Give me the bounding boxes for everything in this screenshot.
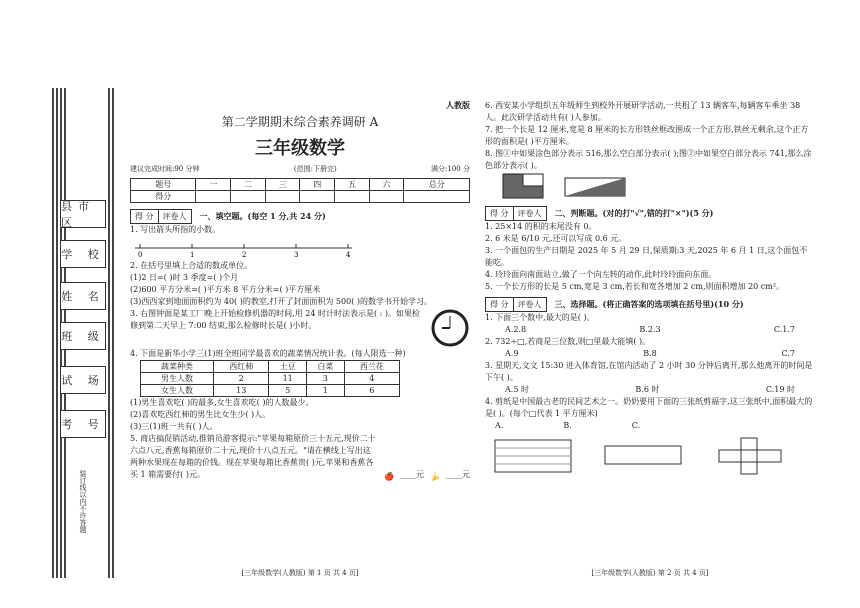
question-8: 8. 图①中如果涂色部分表示 516,那么空白部分表示( );图②中如果空白部分表示 741,那么涂色部分表示( )。 <box>485 149 812 170</box>
veg-cell: 男生人数 <box>141 373 214 385</box>
choice-option: A.9 <box>505 349 519 358</box>
grid-c <box>705 436 795 476</box>
veg-cell: 女生人数 <box>141 385 214 397</box>
binding-field-id: 考 号 <box>60 410 106 438</box>
choice-question: 2. 732÷□,若商是三位数,则□里最大能填( )。 <box>485 337 651 346</box>
number-line-tick: 4 <box>346 251 351 258</box>
choice-option: C.1.7 <box>773 325 795 334</box>
left-page <box>130 100 470 578</box>
choice-option: C.7 <box>781 349 795 358</box>
choice-option: A.5 时 <box>505 385 529 394</box>
paper-option-label: C. <box>631 421 641 430</box>
choice-option: B.2.3 <box>639 325 661 334</box>
apple-icon: 🍎 <box>384 472 395 481</box>
question-4-2: (2)喜欢吃西红柿的男生比女生少( )人。 <box>130 410 271 419</box>
binding-warning: 装订线以内不许答题 <box>79 470 87 533</box>
veg-cell: 1 <box>307 385 345 397</box>
question-2: 2. 在括号里填上合适的数或单位。 <box>130 261 253 270</box>
question-4: 4. 下面是新华小学三(1)班全班同学最喜欢的蔬菜情况统计表。(每人限选一种) <box>130 349 406 358</box>
question-2-2: (2)600 平方分米=( )平方米 8 平方分米=( )平方厘米 <box>130 285 321 294</box>
scorer-box-3: 得 分 评卷人 <box>485 297 547 312</box>
choice-question: 3. 星期天,文文 15:30 进入体育馆,在馆内活动了 2 小时 30 分钟后离开,那么他离开的时间是下午( )。 <box>485 361 813 382</box>
binding-field-school: 学 校 <box>60 240 106 268</box>
right-page <box>485 100 815 578</box>
vegetable-table <box>140 360 400 397</box>
binding-field-class: 班 级 <box>60 322 106 350</box>
judge-question: 1. 25×14 的积的末尾没有 0。 <box>485 222 597 231</box>
score-header-cell: 题号 <box>131 179 196 191</box>
question-4-3: (3)三(1)班一共有( )人。 <box>130 422 218 431</box>
question-5: 5. 商店搞促销活动,推销员游客提示:"苹果每箱原价三十五元,现价二十六点八元,香蕉每箱原价二十元,现价十八点五元。"请在横线上写出这两种水果现在每箱的价钱。现在苹果每箱比香蕉贵( )元,苹果和香蕉各买 1 箱需要付( )元。 <box>130 434 376 479</box>
paper-option-label: B. <box>563 421 572 430</box>
question-7: 7. 把一个长是 12 厘米,宽是 8 厘米的长方形铁丝框改围成一个正方形,铁丝无剩余,这个正方形的面积是( )平方厘米。 <box>485 125 809 146</box>
veg-cell: 4 <box>344 373 399 385</box>
score-row-label: 得分 <box>131 191 196 203</box>
question-3: 3. 右图钟面是某工厂晚上开始检修机器的时间,用 24 时计时法表示是( : )。如果检修到第二天早上 7:00 结束,那么检修时长是( )小时。 <box>130 309 421 330</box>
judge-question: 5. 一个长方形的长是 5 cm,宽是 3 cm,若长和宽各增加 2 cm,则面积增加 20 cm²。 <box>485 282 785 291</box>
question-2-3: (3)西西家到地面面积约为 40( )的教室,打开了封面面积为 500( )的数学书开始学习。 <box>130 297 432 306</box>
section-3-title: 三、选择题。(将正确答案的选项填在括号里)(10 分) <box>554 299 744 309</box>
veg-cell: 11 <box>269 373 307 385</box>
subject-title: 三年级数学 <box>255 138 345 159</box>
clock-icon <box>430 308 470 348</box>
scope-note: (范围:下册完) <box>293 165 337 173</box>
question-2-1: (1)2 日=( )时 3 季度=( )个月 <box>130 273 239 282</box>
full-score: 满分:100 分 <box>431 165 470 173</box>
choice-option: C.19 时 <box>765 385 795 394</box>
binding-field-county: 县市区 <box>60 200 106 228</box>
score-header-cell: 三 <box>265 179 300 191</box>
choice-option: B.6 时 <box>635 385 660 394</box>
section-2-title: 二、判断题。(对的打"√",错的打"×")(5 分) <box>554 208 714 218</box>
veg-cell: 2 <box>214 373 269 385</box>
number-line-tick: 1 <box>190 251 195 258</box>
veg-cell: 3 <box>307 373 345 385</box>
fraction-figures <box>485 172 645 200</box>
grid-a <box>485 436 575 476</box>
choice-question: 1. 下面三个数中,最大的是( )。 <box>485 313 595 322</box>
veg-header-cell: 蔬菜种类 <box>141 361 214 373</box>
paper-grids <box>485 436 815 476</box>
exam-title: 第二学期期末综合素养调研 A <box>221 115 379 129</box>
time-note: 建议完成时间:90 分钟 <box>130 165 200 173</box>
edition-label: 人教版 <box>446 100 470 110</box>
banana-icon: 🍌 <box>430 472 440 481</box>
question-4-1: (1)男生喜欢吃( )的最多,女生喜欢吃( )的人数最少。 <box>130 398 314 407</box>
binding-field-name: 姓 名 <box>60 282 106 310</box>
veg-header-cell: 西红柿 <box>214 361 269 373</box>
binding-field-room: 试 场 <box>60 366 106 394</box>
judge-question: 2. 6 米是 6/10 元,还可以写成 0.6 元。 <box>485 234 627 243</box>
score-header-cell: 四 <box>300 179 335 191</box>
score-header-cell: 六 <box>369 179 404 191</box>
veg-header-cell: 西兰花 <box>344 361 399 373</box>
score-header-cell: 五 <box>335 179 370 191</box>
section-1-title: 一、填空题。(每空 1 分,共 24 分) <box>199 211 326 221</box>
choice-option: B.8 <box>643 349 657 358</box>
judge-question: 4. 玲玲面向南面站立,做了一个向左转的动作,此时玲玲面向东面。 <box>485 270 717 279</box>
veg-cell: 6 <box>344 385 399 397</box>
banana-price-blank: ____元 <box>446 470 470 479</box>
footer-right: [三年级数学(人教版) 第 2 页 共 4 页] <box>591 569 709 577</box>
scorer-box-2: 得 分 评卷人 <box>485 206 547 221</box>
veg-cell: 5 <box>269 385 307 397</box>
paper-option-label: A. <box>495 421 504 430</box>
veg-cell: 13 <box>214 385 269 397</box>
judge-question: 3. 一个面包的生产日期是 2025 年 5 月 29 日,保质期:3 天,2025 年 6 月 1 日,这个面包不能吃。 <box>485 246 808 267</box>
question-1: 1. 写出箭头所指的小数。 <box>130 225 221 234</box>
number-line <box>130 236 360 258</box>
number-line-tick: 0 <box>138 251 143 258</box>
question-6: 6. 西安某小学组织五年级师生到校外开展研学活动,一共租了 13 辆客车,每辆客车乘坐 38 人。此次研学活动共有( )人参加。 <box>485 101 801 122</box>
choice-option: A.2.8 <box>505 325 527 334</box>
apple-price-blank: ____元 <box>400 470 425 479</box>
score-header-cell: 一 <box>196 179 231 191</box>
score-header-cell: 二 <box>231 179 266 191</box>
score-table <box>130 178 470 203</box>
number-line-tick: 2 <box>242 251 247 258</box>
grid-b <box>595 436 685 476</box>
choice-question: 4. 剪纸是中国最古老的民间艺术之一。奶奶要用下面的三张纸剪福字,这三张纸中,面积最大的是( )。(每个□代表 1 平方厘米) <box>485 397 813 418</box>
score-header-cell: 总分 <box>404 179 470 191</box>
scorer-box: 得 分 评卷人 <box>130 209 192 224</box>
veg-header-cell: 土豆 <box>269 361 307 373</box>
footer-left: [三年级数学(人教版) 第 1 页 共 4 页] <box>241 569 359 577</box>
veg-header-cell: 白菜 <box>307 361 345 373</box>
number-line-tick: 3 <box>294 251 299 258</box>
